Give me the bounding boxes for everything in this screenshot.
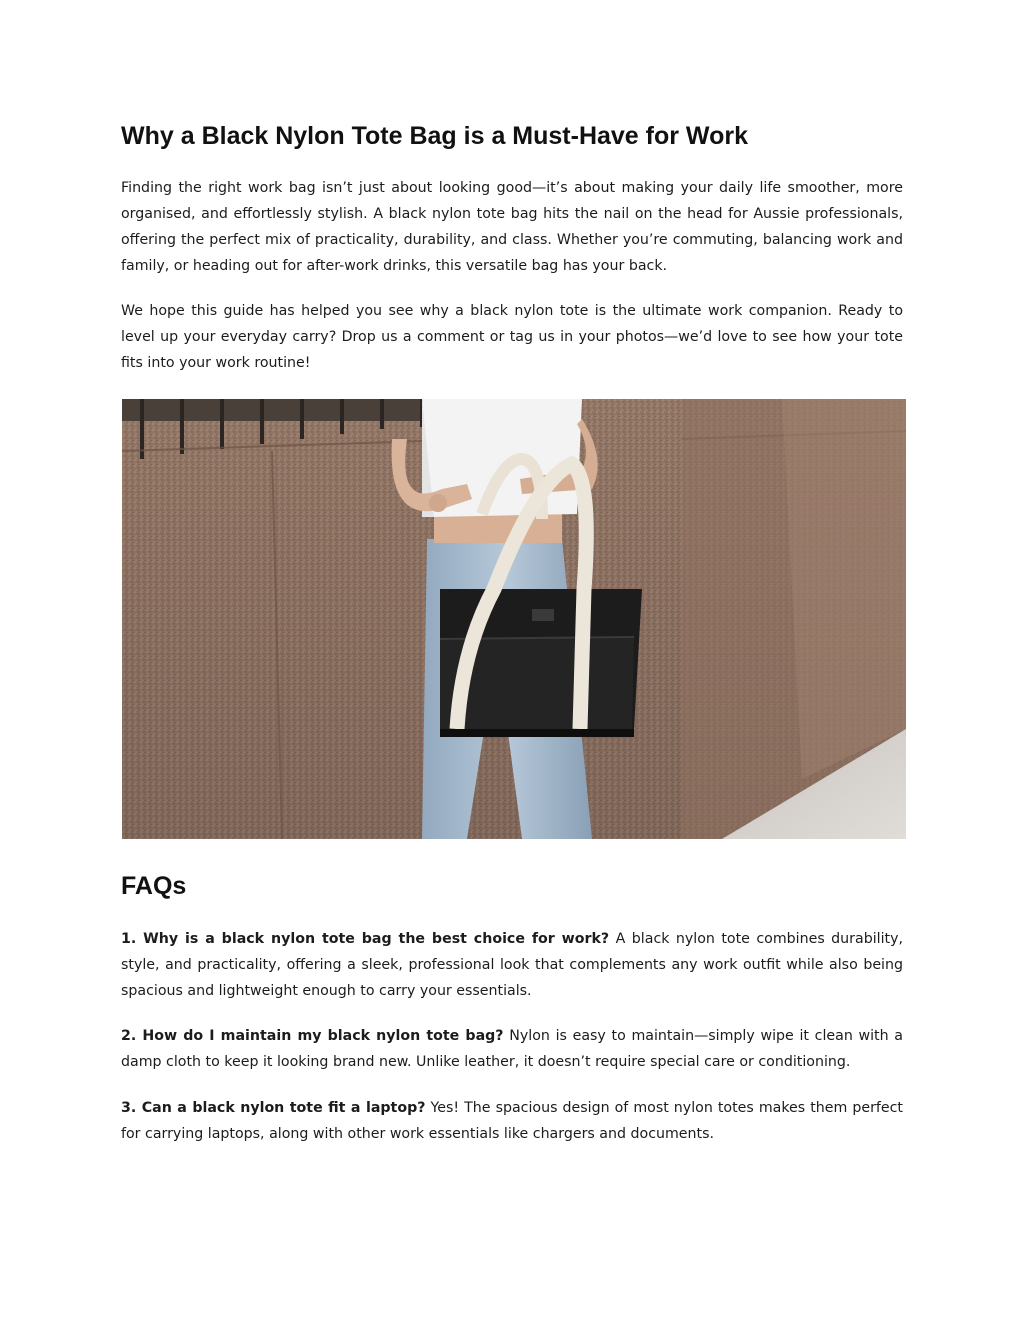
tote-bag-photo xyxy=(122,399,906,839)
article-title: Why a Black Nylon Tote Bag is a Must-Have for Work xyxy=(121,122,748,150)
faq-item xyxy=(121,1023,903,1075)
intro-paragraph: Finding the right work bag isn’t just about looking good—it’s about making your daily life smoother, more organised, and effortlessly stylish. A black nylon tote bag hits the nail on the head for Aussie professionals, offering the perfect mix of practicality, durability, and class. Whether you’re commuting, balancing work and family, or heading out for after-work drinks, this versatile bag has your back. xyxy=(121,180,903,274)
faq-answer: A black nylon tote combines durability, style, and practicality, offering a sleek, professional look that complements any work outfit while also being spacious and lightweight enough to carry your essentials. xyxy=(121,931,904,999)
faq-item xyxy=(121,926,903,1004)
faq-question: 1. Why is a black nylon tote bag the best choice for work? xyxy=(121,931,610,947)
faq-item xyxy=(121,1095,903,1147)
faqs-heading: FAQs xyxy=(121,872,187,900)
faq-question: 3. Can a black nylon tote fit a laptop? xyxy=(121,1100,426,1116)
photo-woman-with-black-nylon-tote-icon xyxy=(122,399,906,839)
faq-answer: Yes! The spacious design of most nylon totes makes them perfect for carrying laptops, along with other work essentials like chargers and documents. xyxy=(121,1100,903,1142)
closing-paragraph: We hope this guide has helped you see why a black nylon tote is the ultimate work companion. Ready to level up your everyday carry? Drop us a comment or tag us in your photos—we’d love to see how your tote fits into your work routine! xyxy=(121,303,903,371)
faq-question: 2. How do I maintain my black nylon tote bag? xyxy=(121,1028,504,1044)
faq-answer: Nylon is easy to maintain—simply wipe it clean with a damp cloth to keep it looking brand new. Unlike leather, it doesn’t require special care or conditioning. xyxy=(121,1028,904,1070)
